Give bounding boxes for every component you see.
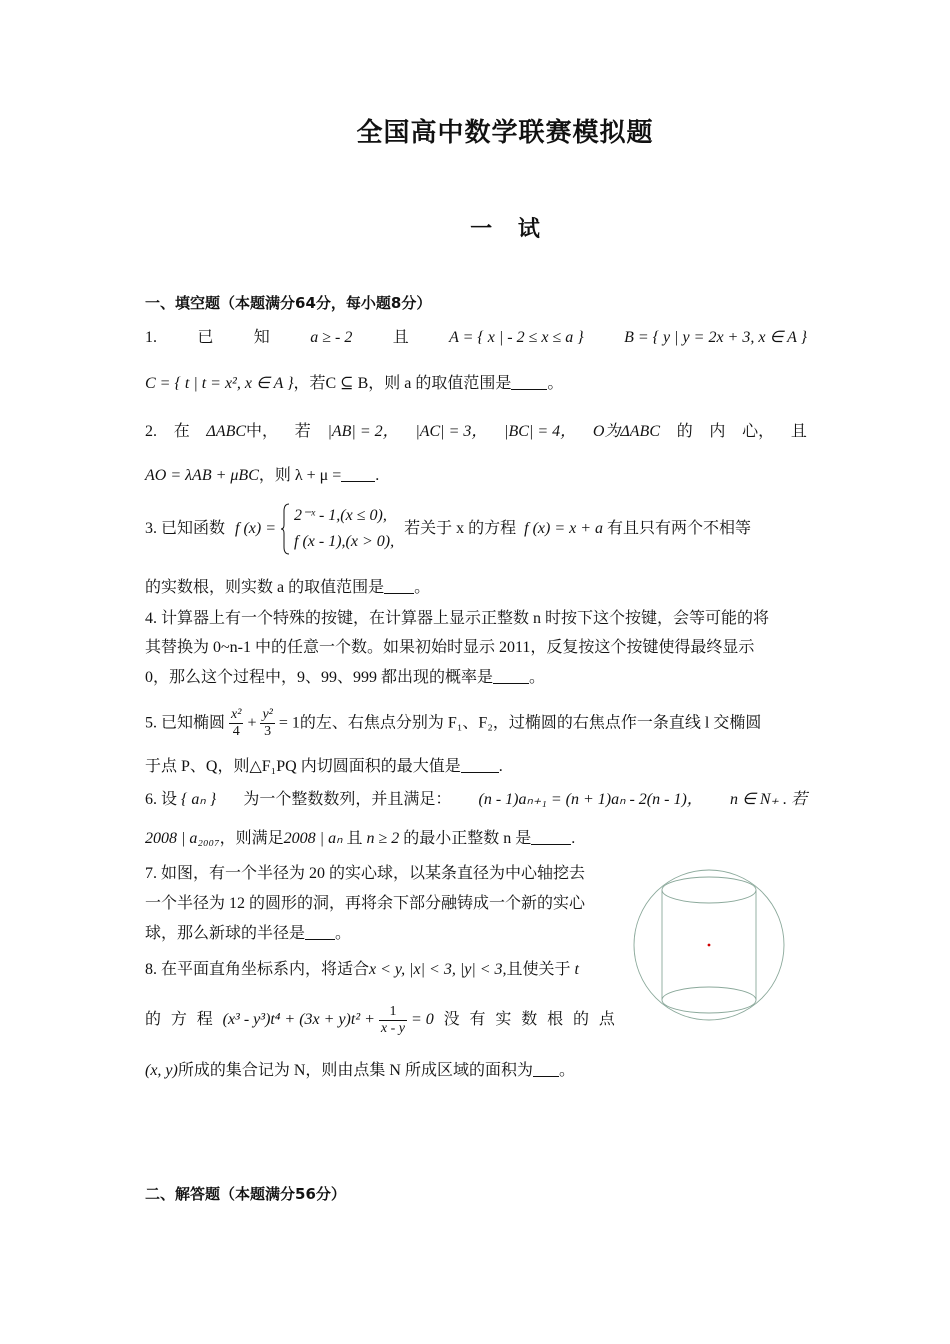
question-1-line-1: 1. 已 知 a ≥ - 2 且 A = { x | - 2 ≤ x ≤ a } B = { y | y = 2x + 3, x ∈ A }	[145, 329, 807, 346]
center-point	[708, 944, 711, 947]
question-5-line-1: 5. 已知椭圆 $\frac{\text{x²}}{4}$ + $\frac{\text{y²}}{3}$ = 1的左、右焦点分别为 F₁、F₂，过椭圆的右焦点作一条直线 l 交椭圆	[145, 706, 762, 739]
question-6-line-2: 2008 | a₂₀₀₇，则满足2008 | aₙ 且 n ≥ 2 的最小正整数 n 是 .	[145, 830, 576, 847]
question-7-line-3: 球，那么新球的半径是 。	[145, 925, 352, 942]
answer-blank	[384, 579, 414, 594]
fraction-y2-over-3: $\frac{\text{y²}}{3}$	[262, 706, 273, 739]
question-4-line-2: 其替换为 0~n-1 中的任意一个数。如果初始时显示 2011，反复按这个按键使得最终显示	[145, 639, 755, 656]
piecewise-brace	[280, 503, 290, 555]
answer-blank	[341, 467, 375, 482]
answer-blank	[511, 375, 547, 390]
question-4-line-1: 4. 计算器上有一个特殊的按键，在计算器上显示正整数 n 时按下这个按键，会等可能的将	[145, 610, 770, 627]
question-8-line-2: 的 方 程 (x³ - y³)t⁴ + (3x + y)t² + $\frac{1}{x - y}$ = 0 没 有 实 数 根 的 点	[145, 1003, 615, 1036]
answer-blank	[531, 830, 571, 845]
question-6-line-1: 6. 设 { aₙ } 为一个整数数列，并且满足： (n - 1)aₙ₊₁ = (n + 1)aₙ - 2(n - 1)， n ∈ N₊ . 若	[145, 791, 807, 808]
question-2-line-1: 2. 在 ΔABC中， 若 |AB| = 2， |AC| = 3， |BC| = 4， O为ΔABC 的 内 心， 且	[145, 423, 807, 440]
fraction-x2-over-4: $\frac{\text{x²}}{4}$	[231, 706, 242, 739]
question-3-line-1: 3. 已知函数 f (x) = 2⁻ˣ - 1,(x ≤ 0), f (x - 1),(x > 0), 若关于 x 的方程 f (x) = x + a 有且只有两个不相等	[145, 503, 751, 555]
question-5-line-2: 于点 P、Q，则△F₁PQ 内切圆面积的最大值是 .	[145, 758, 503, 775]
answer-blank	[493, 669, 529, 684]
section-heading-fill-in: 一、填空题（本题满分64分，每小题8分）	[145, 294, 432, 312]
answer-blank	[305, 925, 335, 940]
fraction-1-over-x-minus-y: $\frac{1}{x - y}$	[380, 1003, 405, 1036]
question-2-line-2: AO = λAB + μBC，则 λ + μ = .	[145, 467, 380, 484]
answer-blank	[461, 758, 499, 773]
question-8-line-1: 8. 在平面直角坐标系内，将适合x < y, |x| < 3, |y| < 3,且使关于 t	[145, 961, 579, 978]
question-1-line-2: C = { t | t = x², x ∈ A }，若C ⊆ B，则 a 的取值范围是 。	[145, 375, 564, 392]
hole-bottom-ellipse	[662, 987, 756, 1013]
sphere-with-cylindrical-hole-figure	[632, 868, 786, 1022]
page-title: 全国高中数学联赛模拟题	[356, 118, 654, 148]
section-heading-solutions: 二、解答题（本题满分56分）	[145, 1185, 346, 1203]
hole-top-ellipse	[662, 877, 756, 903]
question-4-line-3: 0，那么这个过程中，9、99、999 都出现的概率是 。	[145, 669, 546, 686]
question-3-line-2: 的实数根，则实数 a 的取值范围是 。	[145, 579, 431, 596]
question-7-line-2: 一个半径为 12 的圆形的洞，再将余下部分融铸成一个新的实心	[145, 895, 586, 912]
question-8-line-3: (x, y)所成的集合记为 N，则由点集 N 所成区域的面积为 。	[145, 1062, 575, 1079]
answer-blank	[533, 1062, 559, 1077]
question-7-line-1: 7. 如图，有一个半径为 20 的实心球，以某条直径为中心轴挖去	[145, 865, 586, 882]
exam-part-title: 一 试	[470, 217, 540, 242]
